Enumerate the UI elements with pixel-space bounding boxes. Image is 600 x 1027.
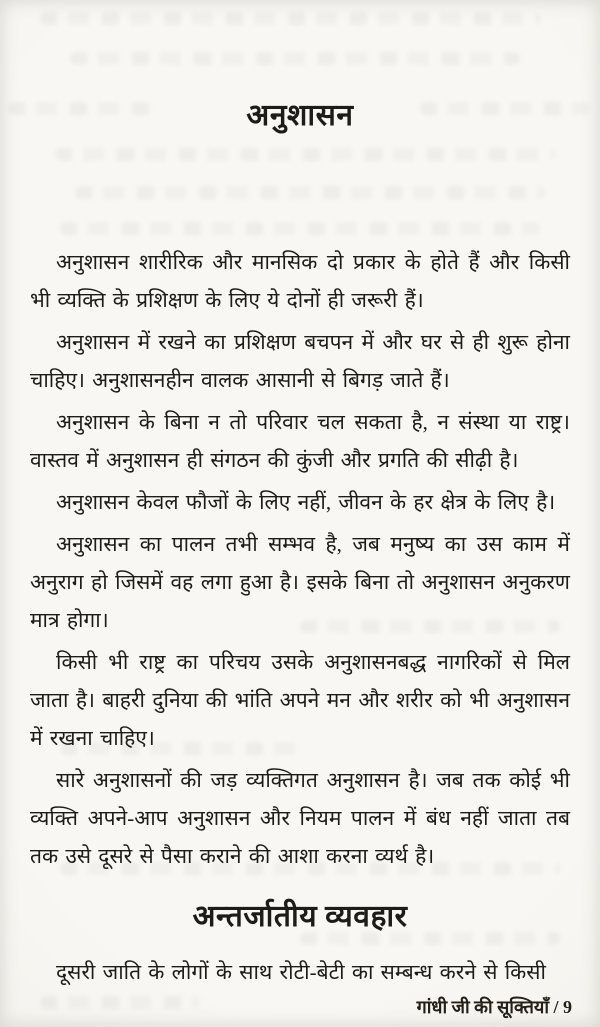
page-footer [417, 995, 572, 1019]
paragraph: सारे अनुशासनों की जड़ व्यक्तिगत अनुशासन है। जब तक कोई भी व्यक्ति अपने-आप अनुशासन और नियम पालन में बंध नहीं जाता तब तक उसे दूसरे से पैसा कराने की आशा करना व्यर्थ है। [30, 768, 570, 868]
section-title-antarjatiya-vyavahar: अन्तर्जातीय व्यवहार [192, 900, 408, 933]
section-title-anushasan: अनुशासन [246, 99, 354, 132]
page-number: 9 [563, 997, 572, 1017]
paragraph: अनुशासन का पालन तभी सम्भव है, जब मनुष्य का उस काम में अनुराग हो जिसमें वह लगा हुआ है। इसके बिना तो अनुशासन अनुकरण मात्र होगा। [30, 532, 570, 632]
running-title: गांधी जी की सूक्तियाँ [416, 997, 549, 1017]
paragraph: अनुशासन केवल फौजों के लिए नहीं, जीवन के हर क्षेत्र के लिए है। [56, 490, 556, 514]
paragraph: अनुशासन में रखने का प्रशिक्षण बचपन में और घर से ही शुरू होना चाहिए। अनुशासनहीन वालक आसानी से बिगड़ जाते हैं। [30, 330, 570, 392]
paragraph: किसी भी राष्ट्र का परिचय उसके अनुशासनबद्ध नागरिकों से मिल जाता है। बाहरी दुनिया की भांति अपने मन और शरीर को भी अनुशासन में रखना चाहिए। [30, 650, 570, 750]
paragraph: दूसरी जाति के लोगों के साथ रोटी-बेटी का सम्बन्ध करने से किसी [56, 960, 546, 984]
paragraph: अनुशासन शारीरिक और मानसिक दो प्रकार के होते हैं और किसी भी व्यक्ति के प्रशिक्षण के लिए ये दोनों ही जरूरी हैं। [30, 250, 570, 312]
paragraph: अनुशासन के बिना न तो परिवार चल सकता है, न संस्था या राष्ट्र। वास्तव में अनुशासन ही संगठन की कुंजी और प्रगति की सीढ़ी है। [30, 410, 570, 472]
footer-separator: / [548, 997, 563, 1017]
